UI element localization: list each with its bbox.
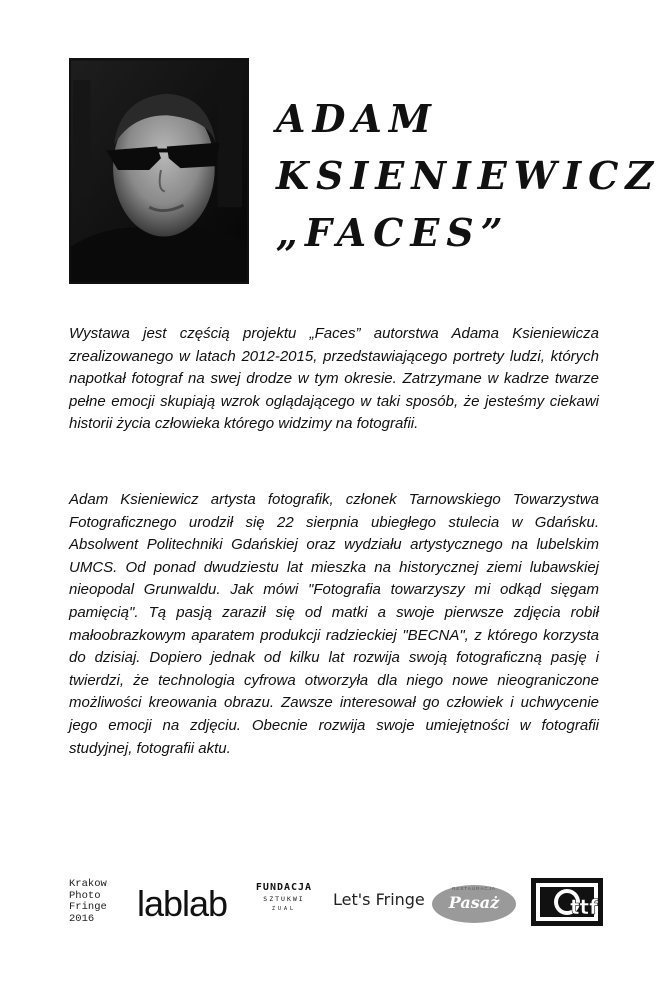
sponsor-logos (0, 870, 665, 940)
lets-fringe-logo: Let's Fringe (333, 890, 425, 909)
krakow-logo-line3: Fringe (69, 901, 107, 913)
title-last-name: KSIENIEWICZ (276, 153, 661, 198)
fundacja-sztuki-wizualnej-logo (250, 882, 318, 912)
title-exhibition-name: „FACES” (276, 210, 510, 255)
ttf-film-logo-icon (530, 877, 606, 927)
pasaz-restaurant-logo (432, 885, 516, 923)
ttf-logo-text: ttf (570, 895, 598, 919)
pasaz-logo-word: Pasaż (448, 893, 500, 912)
krakow-logo-line2: Photo (69, 889, 101, 902)
fundacja-logo-line3: ZUAL (271, 906, 297, 912)
exhibition-description: Wystawa jest częścią projektu „Faces” autorstwa Adama Ksieniewicza zrealizowanego w latach 2012-2015, przedstawiającego portrety ludzi, których napotkał fotograf na swej drodze w tym okresie. Zatrzymane w kadrze twarze pełne emocji skupiają wzrok oglądającego w taki sposób, że jesteśmy ciekawi historii życia człowieka którego widzimy na fotografii. (69, 325, 599, 433)
lablab-logo: lablab (137, 883, 228, 924)
exhibition-title (276, 90, 661, 261)
title-first-name: ADAM (276, 96, 438, 141)
krakow-logo-line1: Krakow (69, 878, 107, 890)
krakow-photo-fringe-logo (69, 879, 111, 925)
krakow-logo-line4: 2016 (69, 912, 95, 925)
artist-biography: Adam Ksieniewicz artysta fotografik, członek Tarnowskiego Towarzystwa Fotograficznego urodził się 22 sierpnia ubiegłego stulecia w Gdańsku. Absolwent Politechniki Gdańskiej oraz wydziału artystycznego na lubelskim UMCS. Od ponad dwudziestu lat mieszka na historycznej ziemi lubawskiej nieopodal Grunwaldu. Jak mówi "Fotografia towarzyszy mi odkąd sięgam pamięcią". Tą pasją zaraził się od matki a swoje pierwsze zdjęcia robił małoobrazkowym aparatem produkcji radzieckiej "BECNA", z którego korzysta do dzisiaj. Dopiero jednak od kilku lat rozwija swoją fotograficzną pasję i twierdzi, że technologia cyfrowa otworzyła dla niego nowe nieograniczone możliwości kreowania obrazu. Zawsze interesował go człowiek i uchwycenie jego emocji na zdjęciu. Obecnie rozwija swoje umiejętności w fotografii studyjnej, fotografii aktu. (69, 491, 599, 757)
pasaz-logo-subtitle: RESTAURACJA (452, 886, 496, 891)
author-portrait (69, 58, 249, 284)
fundacja-logo-line1: FUNDACJA (255, 882, 313, 893)
fundacja-logo-line2: SZTUKWI (263, 895, 305, 903)
